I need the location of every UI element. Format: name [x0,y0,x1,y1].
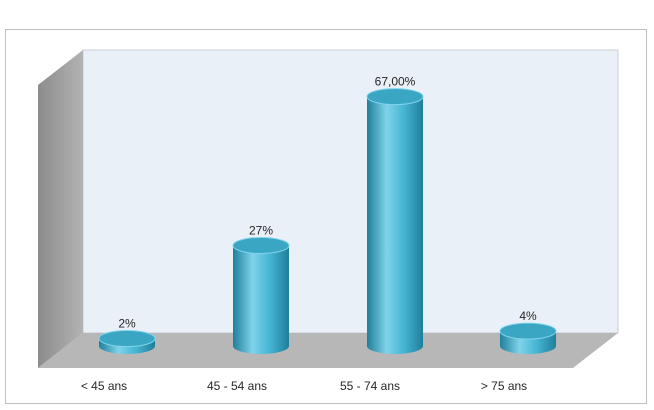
bar-4 [500,323,556,354]
x-tick-label: > 75 ans [480,379,528,393]
bar-top [233,238,289,254]
data-label: 27% [248,223,274,238]
bar-top [500,323,556,339]
data-label: 4% [519,309,537,324]
bar-body [233,246,289,355]
bar-body [367,97,423,354]
back-wall [83,50,618,333]
data-label: 67,00% [374,74,416,89]
x-tick-label: 55 - 74 ans [339,379,401,393]
bar-3 [367,89,423,354]
x-tick-label: 45 - 54 ans [206,379,268,393]
bar-top [99,331,155,347]
x-tick-label: < 45 ans [80,379,128,393]
bar-2 [233,238,289,355]
side-wall [38,50,83,368]
bar-top [367,89,423,105]
data-label: 2% [118,316,136,331]
bar-1 [99,331,155,354]
